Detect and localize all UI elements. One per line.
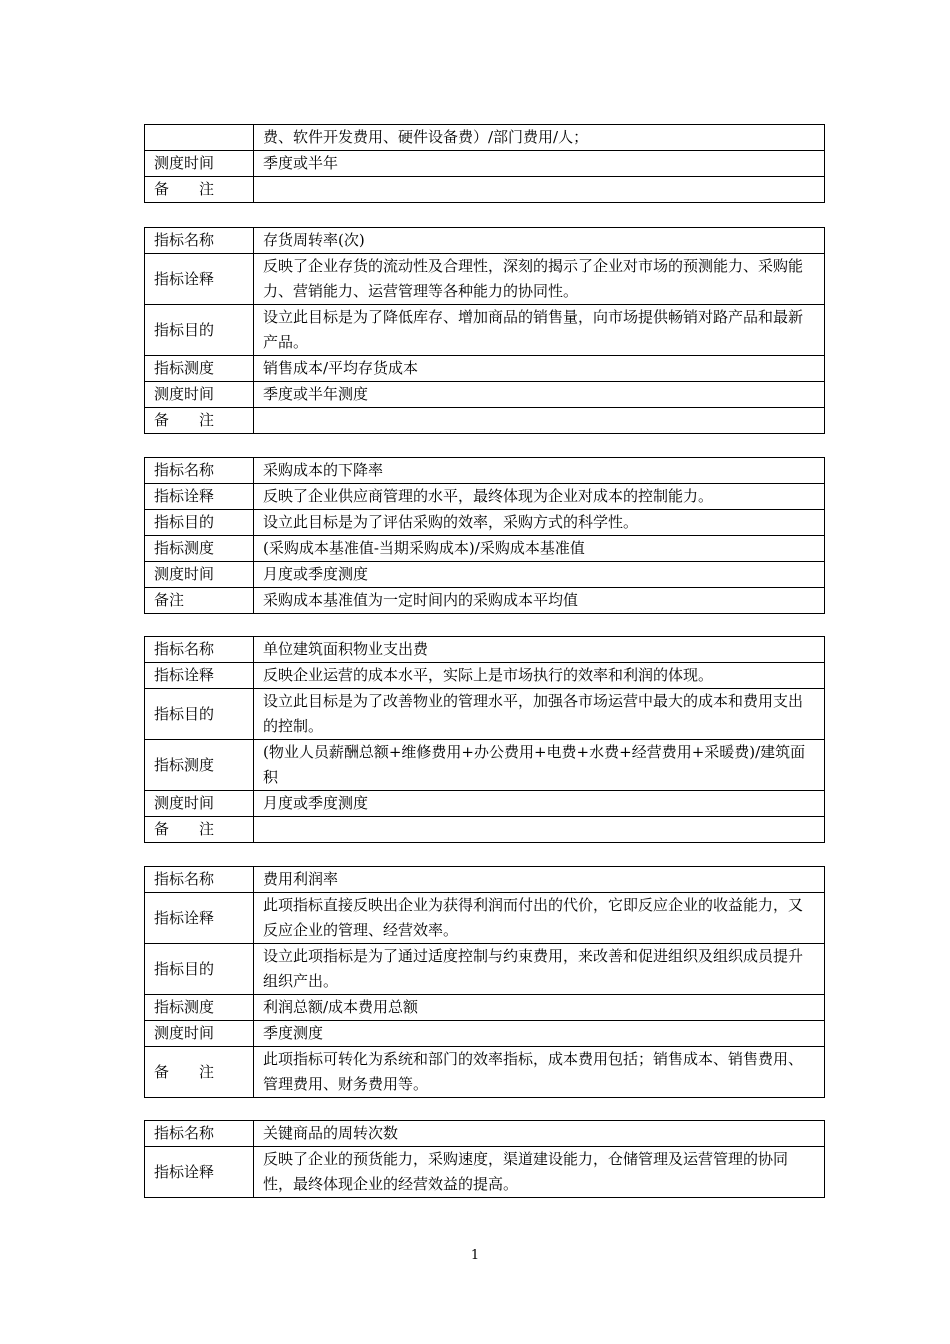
row-key: 备注 [145, 588, 254, 614]
row-key: 指标名称 [145, 867, 254, 893]
row-value: 此项指标直接反映出企业为获得利润而付出的代价，它即反应企业的收益能力，又反应企业的管理、经营效率。 [254, 893, 825, 944]
row-value [254, 817, 825, 843]
row-key: 指标测度 [145, 995, 254, 1021]
table-row [145, 562, 825, 588]
row-key: 指标测度 [145, 356, 254, 382]
row-key: 备 注 [145, 1047, 254, 1098]
row-value: 设立此目标是为了评估采购的效率，采购方式的科学性。 [254, 510, 825, 536]
row-key: 备 注 [145, 177, 254, 203]
row-key: 指标诠释 [145, 663, 254, 689]
row-key: 备 注 [145, 817, 254, 843]
table-row [145, 588, 825, 614]
row-value: 设立此目标是为了改善物业的管理水平，加强各市场运营中最大的成本和费用支出的控制。 [254, 689, 825, 740]
row-key: 指标诠释 [145, 484, 254, 510]
table-row [145, 254, 825, 305]
kpi-table-property-cost [144, 636, 825, 843]
row-key: 指标名称 [145, 1121, 254, 1147]
table-row [145, 791, 825, 817]
row-key: 测度时间 [145, 791, 254, 817]
row-key: 测度时间 [145, 562, 254, 588]
row-key [145, 125, 254, 151]
page-number: 1 [470, 1248, 480, 1263]
table-row [145, 944, 825, 995]
row-key: 指标诠释 [145, 893, 254, 944]
row-value: 反映了企业供应商管理的水平，最终体现为企业对成本的控制能力。 [254, 484, 825, 510]
row-value: 反映企业运营的成本水平，实际上是市场执行的效率和利润的体现。 [254, 663, 825, 689]
row-value: 关键商品的周转次数 [254, 1121, 825, 1147]
table-row [145, 637, 825, 663]
row-value: 采购成本的下降率 [254, 458, 825, 484]
row-key: 指标目的 [145, 510, 254, 536]
row-key: 测度时间 [145, 151, 254, 177]
row-value: 月度或季度测度 [254, 791, 825, 817]
table-row [145, 995, 825, 1021]
row-key: 备 注 [145, 408, 254, 434]
table-row [145, 228, 825, 254]
table-row [145, 740, 825, 791]
table-row [145, 125, 825, 151]
table-row [145, 510, 825, 536]
row-value: 利润总额/成本费用总额 [254, 995, 825, 1021]
row-key: 指标测度 [145, 740, 254, 791]
row-key: 指标名称 [145, 228, 254, 254]
table-row [145, 484, 825, 510]
table-row [145, 867, 825, 893]
row-value: 设立此项指标是为了通过适度控制与约束费用，来改善和促进组织及组织成员提升组织产出。 [254, 944, 825, 995]
row-value: 存货周转率(次) [254, 228, 825, 254]
table-row [145, 151, 825, 177]
row-value: 季度测度 [254, 1021, 825, 1047]
row-key: 指标目的 [145, 944, 254, 995]
table-row [145, 663, 825, 689]
kpi-table-expense-profit-ratio [144, 866, 825, 1098]
row-value: (采购成本基准值-当期采购成本)/采购成本基准值 [254, 536, 825, 562]
row-value: 季度或半年测度 [254, 382, 825, 408]
table-row [145, 1121, 825, 1147]
row-value: 费、软件开发费用、硬件设备费）/部门费用/人； [254, 125, 825, 151]
row-value: 季度或半年 [254, 151, 825, 177]
kpi-table-inventory-turnover [144, 227, 825, 434]
table-row [145, 458, 825, 484]
table-row [145, 817, 825, 843]
row-key: 指标目的 [145, 689, 254, 740]
table-row [145, 356, 825, 382]
row-value: 此项指标可转化为系统和部门的效率指标，成本费用包括；销售成本、销售费用、管理费用、财务费用等。 [254, 1047, 825, 1098]
row-value: 反映了企业存货的流动性及合理性，深刻的揭示了企业对市场的预测能力、采购能力、营销能力、运营管理等各种能力的协同性。 [254, 254, 825, 305]
table-row [145, 689, 825, 740]
row-value: 设立此目标是为了降低库存、增加商品的销售量，向市场提供畅销对路产品和最新产品。 [254, 305, 825, 356]
kpi-table-key-goods-turnover [144, 1120, 825, 1198]
row-key: 测度时间 [145, 1021, 254, 1047]
row-value: (物业人员薪酬总额+维修费用+办公费用+电费+水费+经营费用+采暖费)/建筑面积 [254, 740, 825, 791]
table-row [145, 1021, 825, 1047]
row-value: 销售成本/平均存货成本 [254, 356, 825, 382]
table-row [145, 1147, 825, 1198]
table-row [145, 408, 825, 434]
row-value: 费用利润率 [254, 867, 825, 893]
row-key: 测度时间 [145, 382, 254, 408]
row-value: 单位建筑面积物业支出费 [254, 637, 825, 663]
table-row [145, 305, 825, 356]
row-key: 指标目的 [145, 305, 254, 356]
kpi-table-continued [144, 124, 825, 203]
row-value [254, 408, 825, 434]
table-row [145, 382, 825, 408]
row-value: 反映了企业的预货能力，采购速度，渠道建设能力，仓储管理及运营管理的协同性，最终体现企业的经营效益的提高。 [254, 1147, 825, 1198]
row-key: 指标诠释 [145, 1147, 254, 1198]
row-key: 指标测度 [145, 536, 254, 562]
table-row [145, 536, 825, 562]
kpi-table-purchase-cost-reduction [144, 457, 825, 614]
row-key: 指标名称 [145, 458, 254, 484]
row-value [254, 177, 825, 203]
table-row [145, 1047, 825, 1098]
row-value: 采购成本基准值为一定时间内的采购成本平均值 [254, 588, 825, 614]
table-row [145, 893, 825, 944]
row-key: 指标诠释 [145, 254, 254, 305]
table-row [145, 177, 825, 203]
row-value: 月度或季度测度 [254, 562, 825, 588]
row-key: 指标名称 [145, 637, 254, 663]
